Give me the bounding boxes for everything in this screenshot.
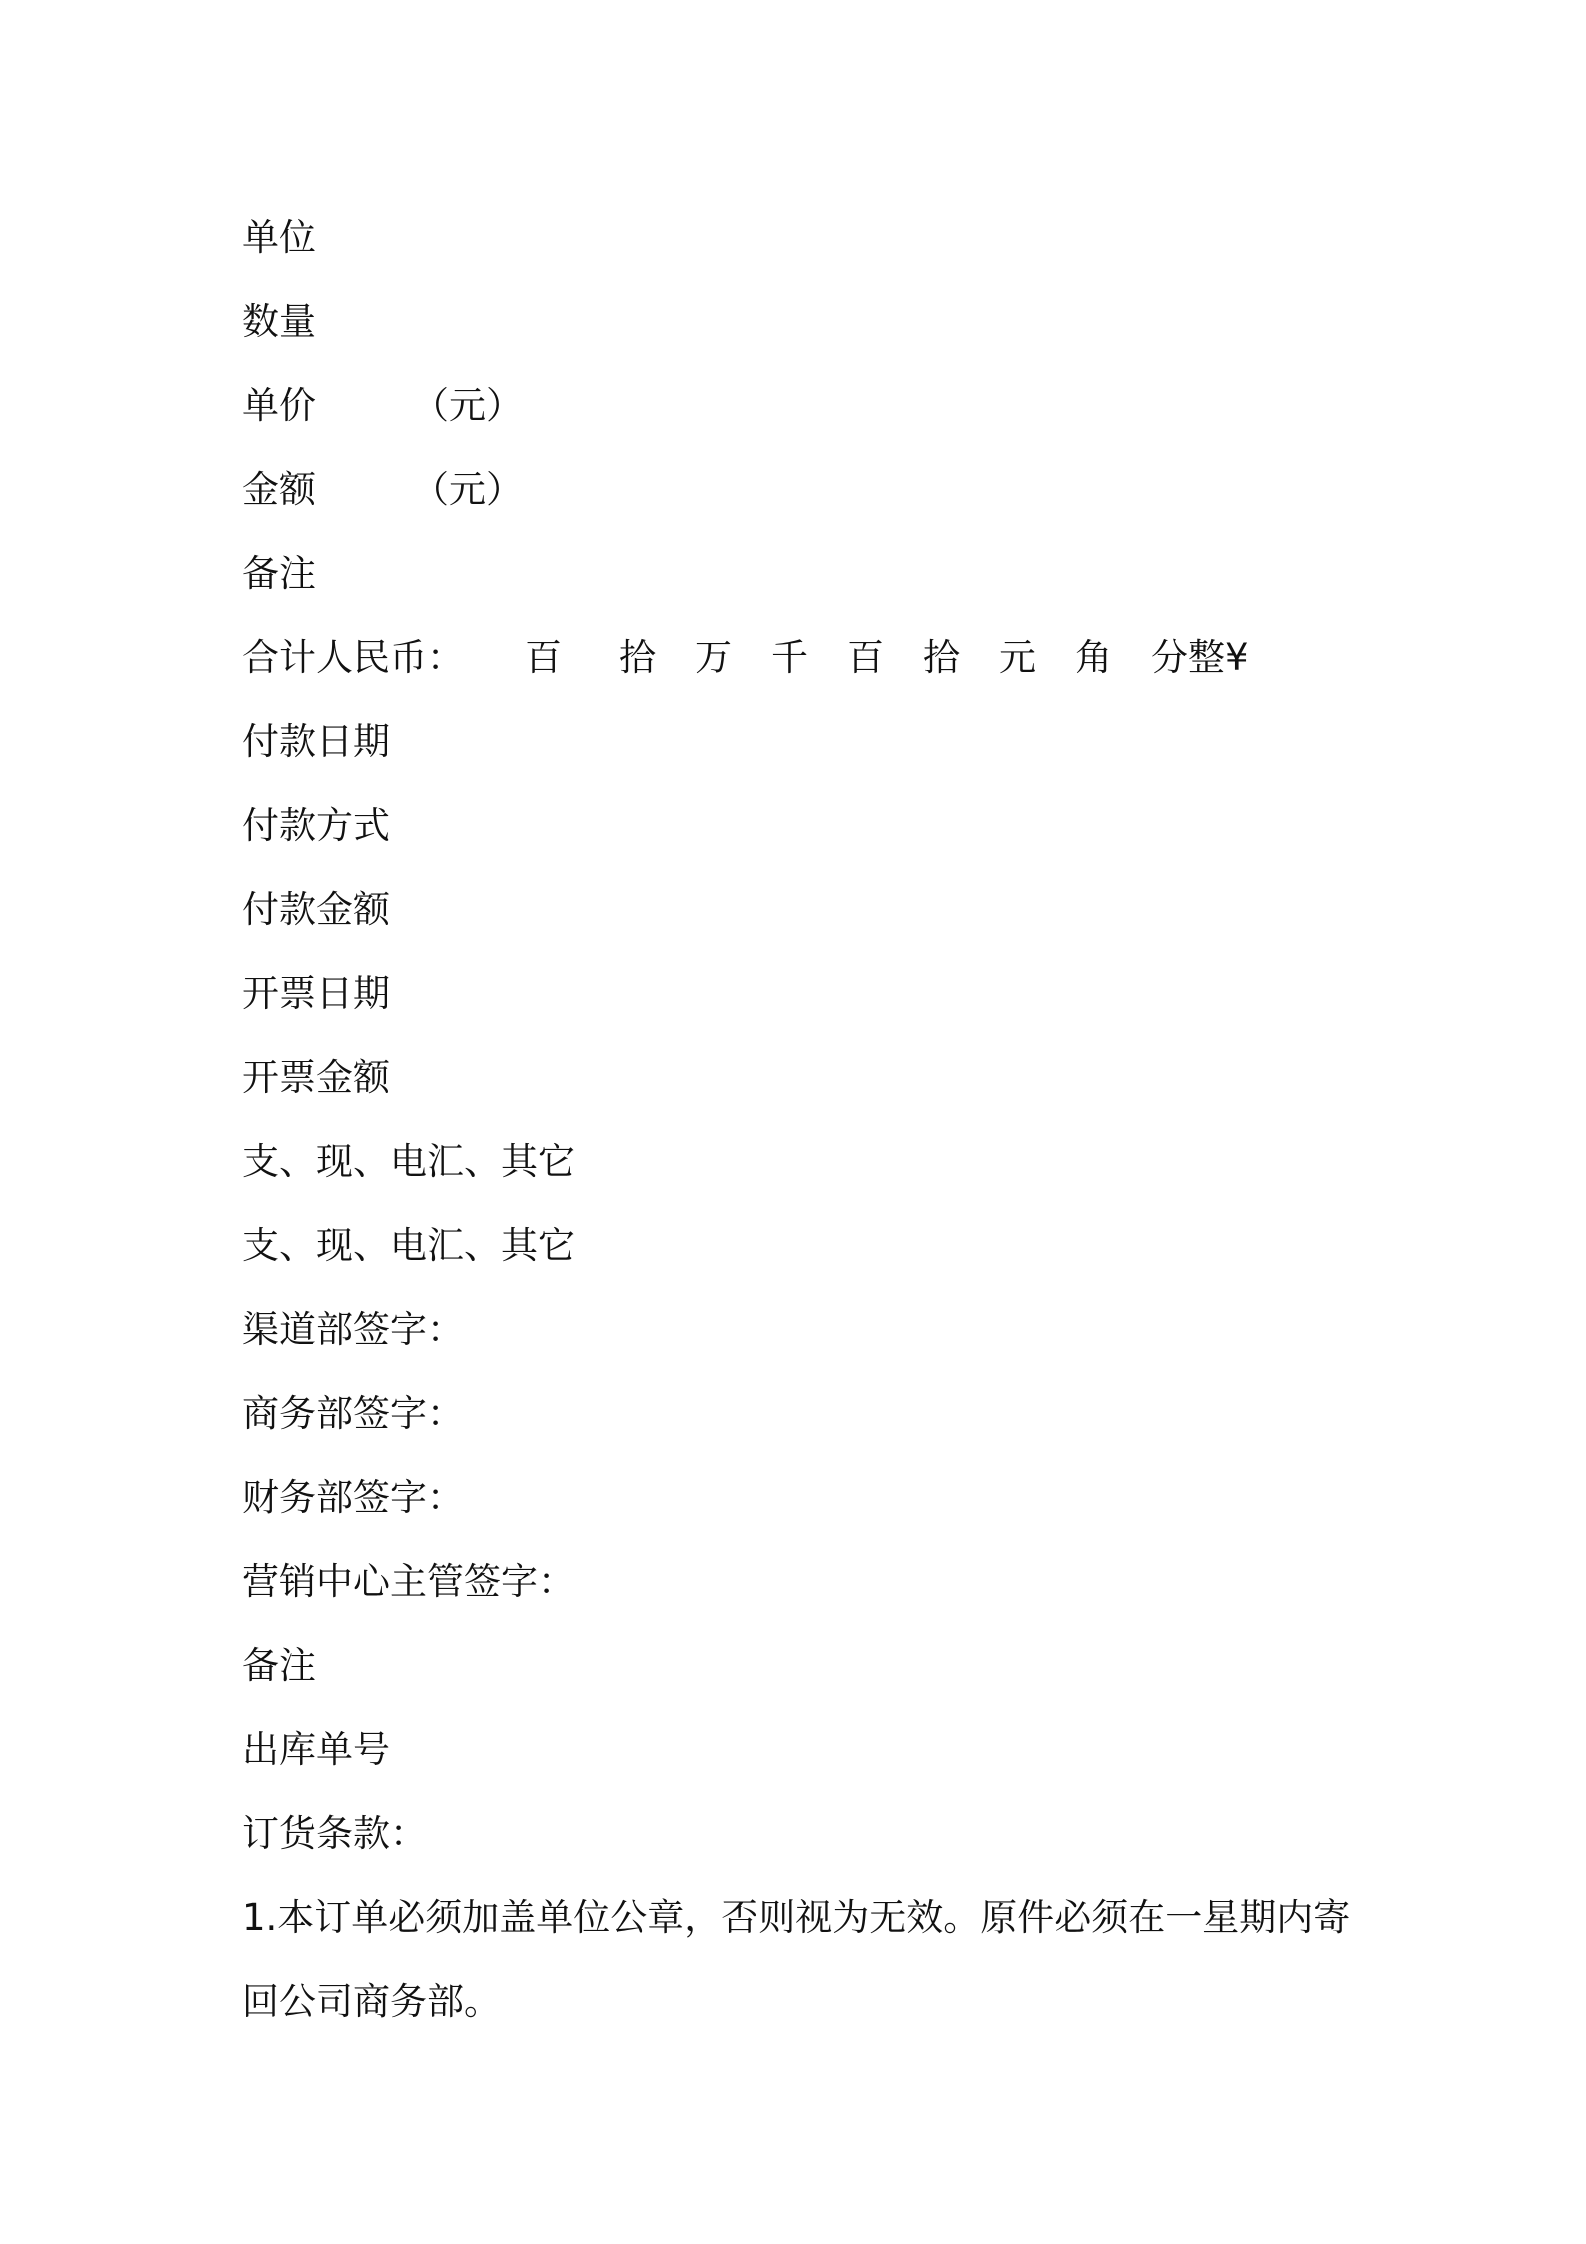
marketing-head-signature-label: 营销中心主管签字： xyxy=(242,1560,575,1603)
field-unit-price xyxy=(242,364,1372,448)
outbound-number-label: 出库单号 xyxy=(242,1728,390,1771)
business-signature-label: 商务部签字： xyxy=(242,1392,464,1435)
field-quantity: 数量 xyxy=(242,300,316,343)
digit-place: 拾 xyxy=(619,636,656,679)
field-amount xyxy=(242,448,1372,532)
amount-digit-places xyxy=(525,616,1249,700)
unit-price-label: 单价 xyxy=(242,384,316,427)
order-term-1-line-2: 回公司商务部。 xyxy=(242,1980,501,2023)
total-rmb-row xyxy=(242,616,1372,700)
field-remarks-2: 备注 xyxy=(242,1644,316,1687)
payment-method-label: 付款方式 xyxy=(242,804,390,847)
amount-currency: （元） xyxy=(412,468,523,511)
field-remarks-1: 备注 xyxy=(242,552,316,595)
invoice-date-label: 开票日期 xyxy=(242,972,390,1015)
channel-signature-label: 渠道部签字： xyxy=(242,1308,464,1351)
payment-date-label: 付款日期 xyxy=(242,720,390,763)
digit-place: 百 xyxy=(847,636,884,679)
payment-amount-label: 付款金额 xyxy=(242,888,390,931)
yen-symbol: ¥ xyxy=(1225,636,1249,679)
invoice-amount-label: 开票金额 xyxy=(242,1056,390,1099)
payment-options-1: 支、现、电汇、其它 xyxy=(242,1140,575,1183)
digit-place: 万 xyxy=(695,636,732,679)
order-terms-title: 订货条款： xyxy=(242,1812,427,1855)
unit-price-currency: （元） xyxy=(412,384,523,427)
digit-place: 拾 xyxy=(923,636,960,679)
finance-signature-label: 财务部签字： xyxy=(242,1476,464,1519)
order-form-content xyxy=(242,196,1372,2044)
digit-place: 百 xyxy=(525,636,562,679)
order-term-1-line-1: 1.本订单必须加盖单位公章，否则视为无效。原件必须在一星期内寄 xyxy=(242,1896,1351,1939)
amount-label: 金额 xyxy=(242,468,316,511)
payment-options-2: 支、现、电汇、其它 xyxy=(242,1224,575,1267)
order-term-1 xyxy=(242,1876,1372,2044)
digit-place: 分整 xyxy=(1151,636,1225,679)
digit-place: 角 xyxy=(1075,636,1112,679)
digit-place: 千 xyxy=(771,636,808,679)
total-rmb-label: 合计人民币： xyxy=(242,636,464,679)
digit-place: 元 xyxy=(999,636,1036,679)
field-unit: 单位 xyxy=(242,216,316,259)
